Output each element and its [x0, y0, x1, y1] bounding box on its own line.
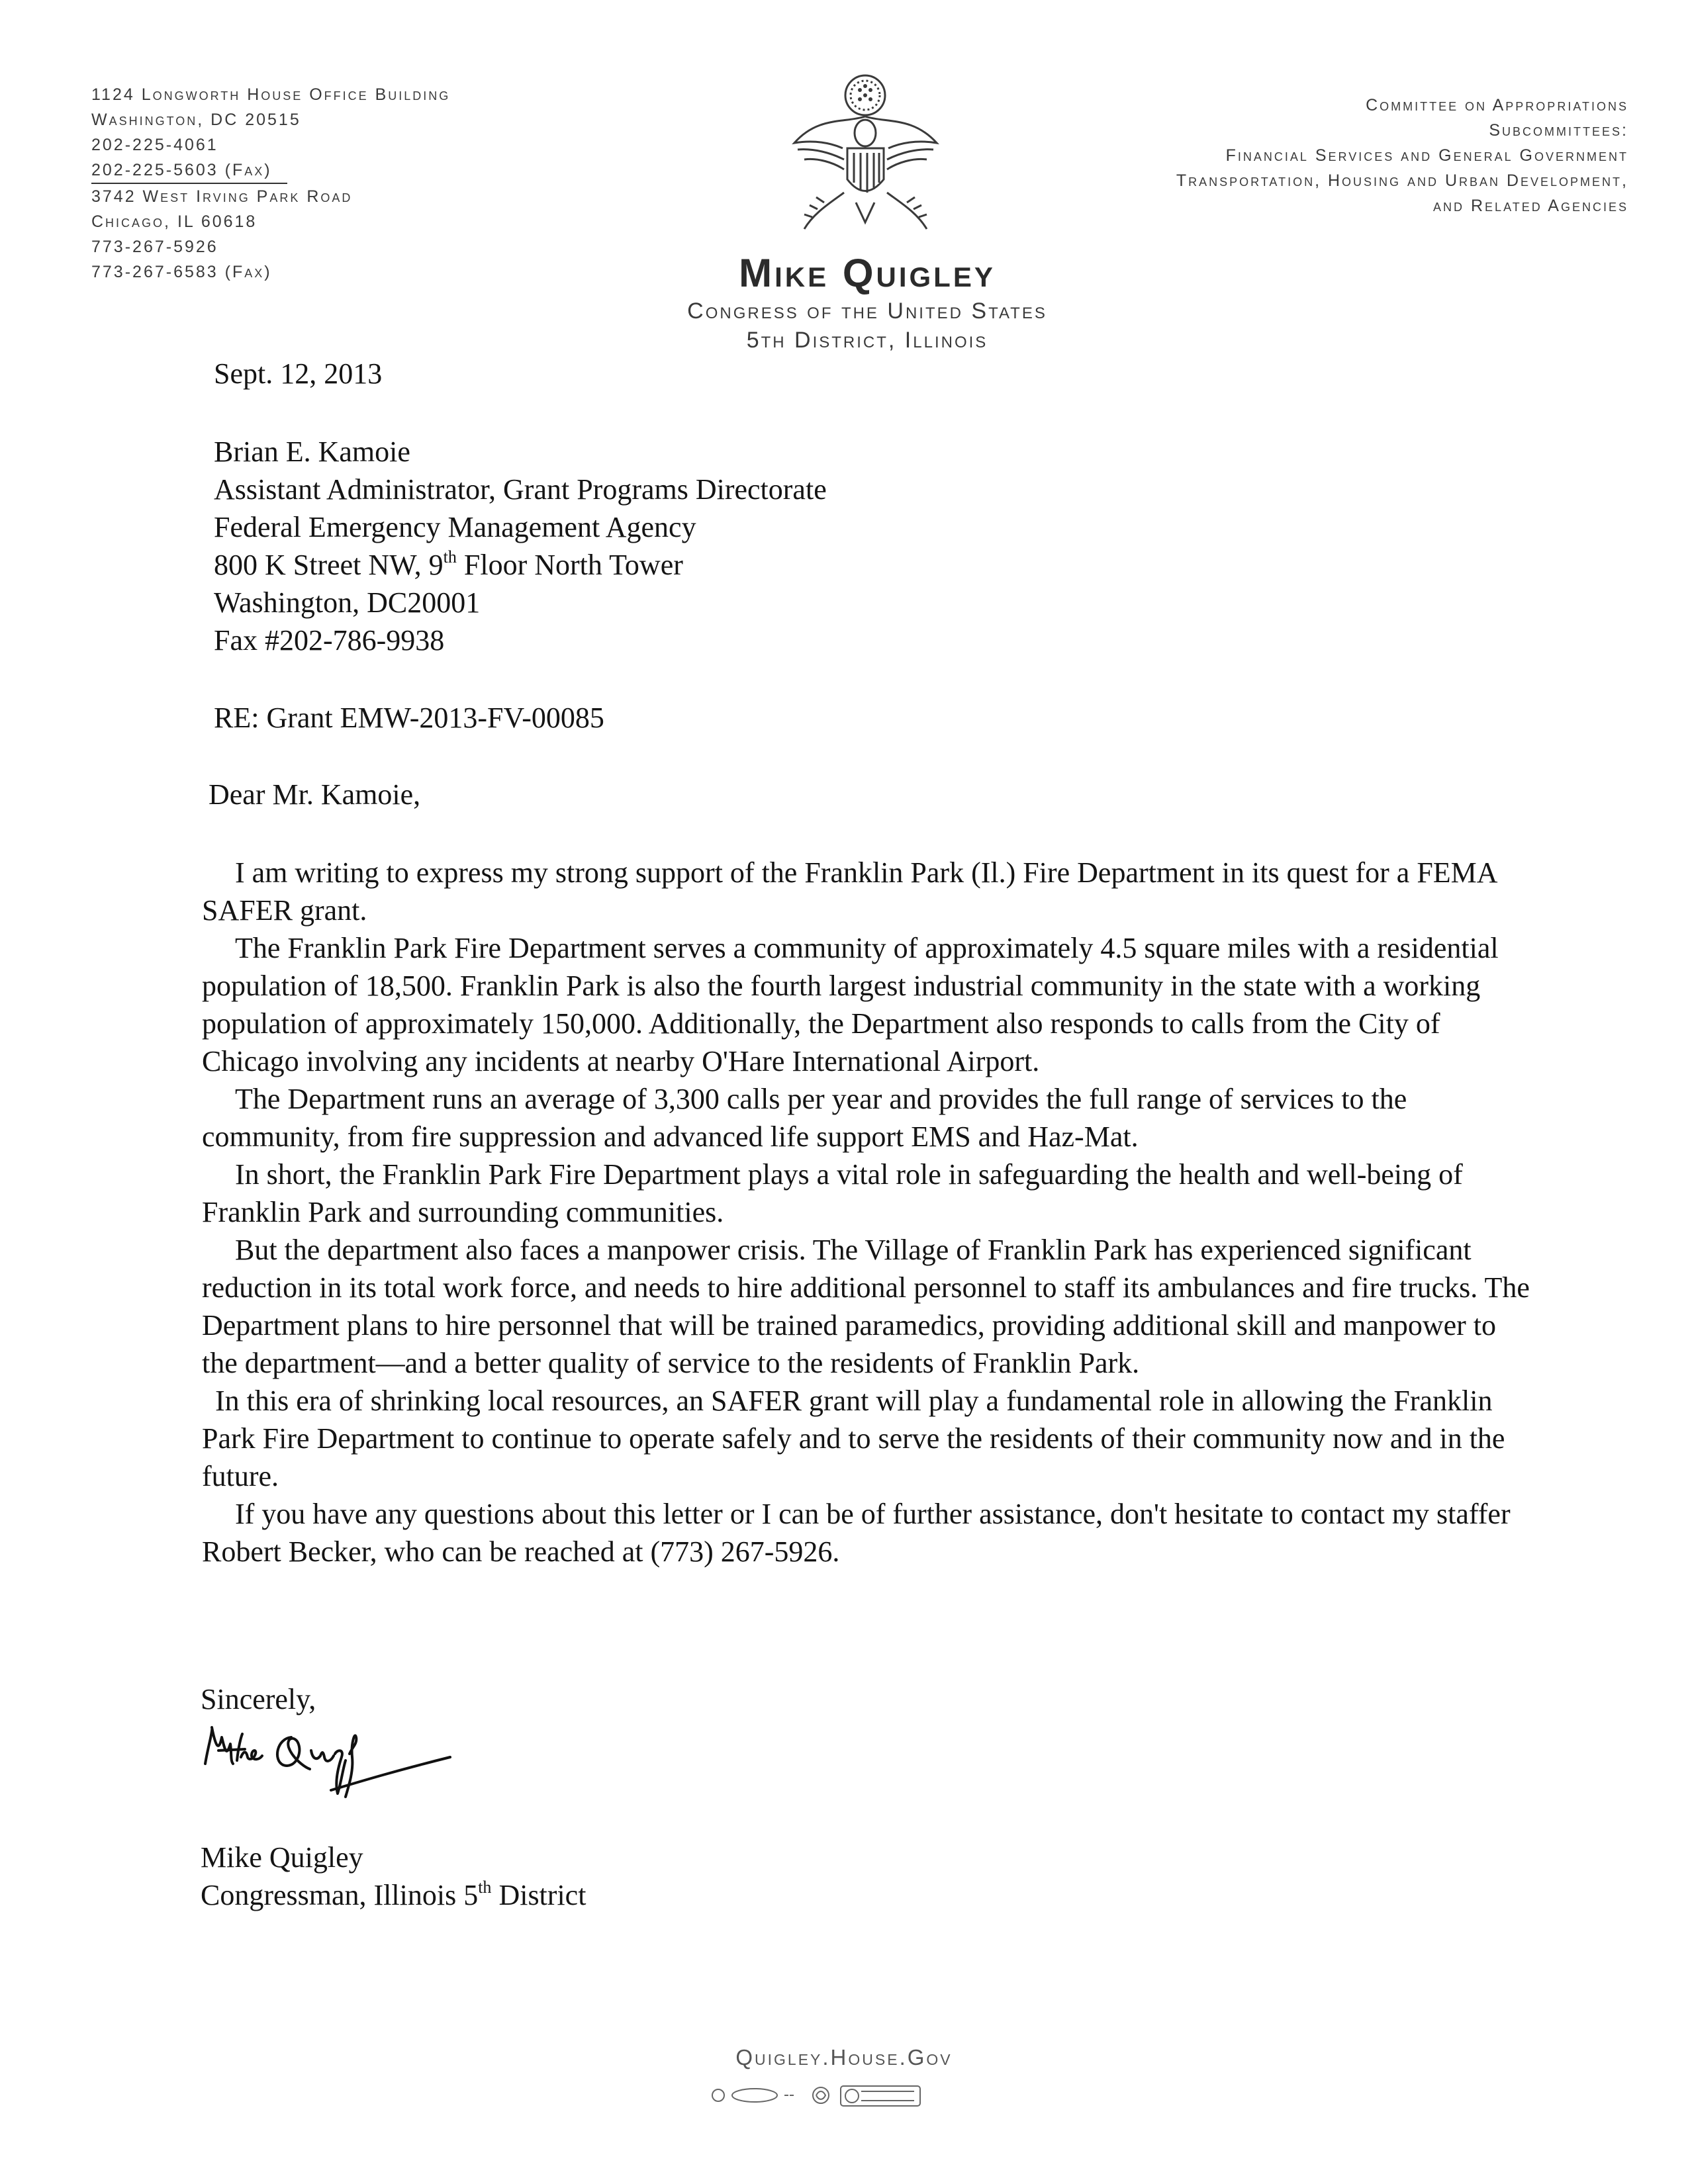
committee-line: Subcommittees:: [1489, 121, 1628, 140]
body-paragraph: I am writing to express my strong support of the Franklin Park (Il.) Fire Department in its quest for a FEMA SAFER grant.: [202, 856, 1497, 927]
contact-line: 1124 Longworth House Office Building: [91, 85, 451, 104]
recipient-street: [214, 546, 827, 584]
street-prefix: 800 K Street NW, 9: [214, 549, 444, 581]
contact-line: 773-267-6583 (Fax): [91, 263, 272, 281]
letter-body: [202, 854, 1532, 1570]
union-bug-soy-ink-icon: [705, 2081, 930, 2110]
salutation: Dear Mr. Kamoie,: [209, 778, 421, 811]
body-paragraph: In this era of shrinking local resources, an SAFER grant will play a fundamental role in allowing the Franklin Park Fire Department to continue to operate safely and to serve the residents of their community now and in the future.: [202, 1385, 1505, 1492]
letterhead-name-block: [622, 250, 1112, 355]
committee-block: [1176, 93, 1628, 218]
signer-name: Mike Quigley: [201, 1841, 363, 1874]
body-paragraph: But the department also faces a manpower crisis. The Village of Franklin Park has experienced significant reduction in its total work force, and needs to hire additional personnel to staff its ambulances and fire trucks. The Department plans to hire personnel that will be trained paramedics, providing additional skill and manpower to the department—and a better quality of service to the residents of Franklin Park.: [202, 1234, 1530, 1379]
contact-line: Washington, DC 20515: [91, 111, 301, 129]
recipient-address: [214, 433, 827, 659]
recipient-city: Washington, DC20001: [214, 586, 481, 619]
footer-website: Quigley.House.Gov: [735, 2045, 953, 2070]
great-seal-eagle-icon: [778, 70, 953, 239]
contact-line: Chicago, IL 60618: [91, 212, 258, 231]
committee-line: Financial Services and General Government: [1225, 146, 1628, 165]
letter-date: Sept. 12, 2013: [214, 357, 383, 390]
street-suffix: Floor North Tower: [456, 549, 683, 581]
handwritten-signature: [199, 1717, 463, 1810]
recipient-agency: Federal Emergency Management Agency: [214, 511, 696, 543]
street-superscript: th: [443, 547, 457, 567]
closing: Sincerely,: [201, 1683, 316, 1715]
congressman-name: Mike Quigley: [739, 251, 996, 295]
contact-line: 773-267-5926: [91, 238, 218, 256]
re-line: RE: Grant EMW-2013-FV-00085: [214, 702, 604, 734]
recipient-fax: Fax #202-786-9938: [214, 624, 445, 657]
committee-line: and Related Agencies: [1433, 197, 1628, 215]
body-paragraph: If you have any questions about this letter or I can be of further assistance, don't hesitate to contact my staffer Robert Becker, who can be reached at (773) 267-5926.: [202, 1498, 1511, 1568]
signer-title-prefix: Congressman, Illinois 5: [201, 1879, 479, 1911]
contact-block: [91, 82, 450, 285]
signer-title-suffix: District: [491, 1879, 586, 1911]
recipient-title: Assistant Administrator, Grant Programs Directorate: [214, 473, 827, 506]
body-paragraph: In short, the Franklin Park Fire Department plays a vital role in safeguarding the health and well-being of Franklin Park and surrounding communities.: [202, 1158, 1463, 1228]
signature-block: [201, 1839, 586, 1914]
org-line: Congress of the United States: [687, 298, 1047, 324]
contact-line: 3742 West Irving Park Road: [91, 187, 353, 206]
signer-title-superscript: th: [478, 1878, 492, 1897]
body-paragraph: The Department runs an average of 3,300 calls per year and provides the full range of services to the community, from fire suppression and advanced life support EMS and Haz-Mat.: [202, 1083, 1407, 1153]
district-line: 5th District, Illinois: [746, 328, 988, 353]
contact-line: 202-225-5603 (Fax): [91, 161, 272, 179]
body-paragraph: The Franklin Park Fire Department serves a community of approximately 4.5 square miles with a residential population of 18,500. Franklin Park is also the fourth largest industrial community in the state with a working population of approximately 150,000. Additionally, the Department also responds to calls from the City of Chicago involving any incidents at nearby O'Hare International Airport.: [202, 932, 1499, 1077]
committee-line: Committee on Appropriations: [1366, 96, 1628, 114]
committee-line: Transportation, Housing and Urban Development,: [1176, 171, 1628, 190]
recipient-name: Brian E. Kamoie: [214, 435, 410, 468]
contact-line: 202-225-4061: [91, 136, 218, 154]
signer-title: [201, 1876, 586, 1914]
